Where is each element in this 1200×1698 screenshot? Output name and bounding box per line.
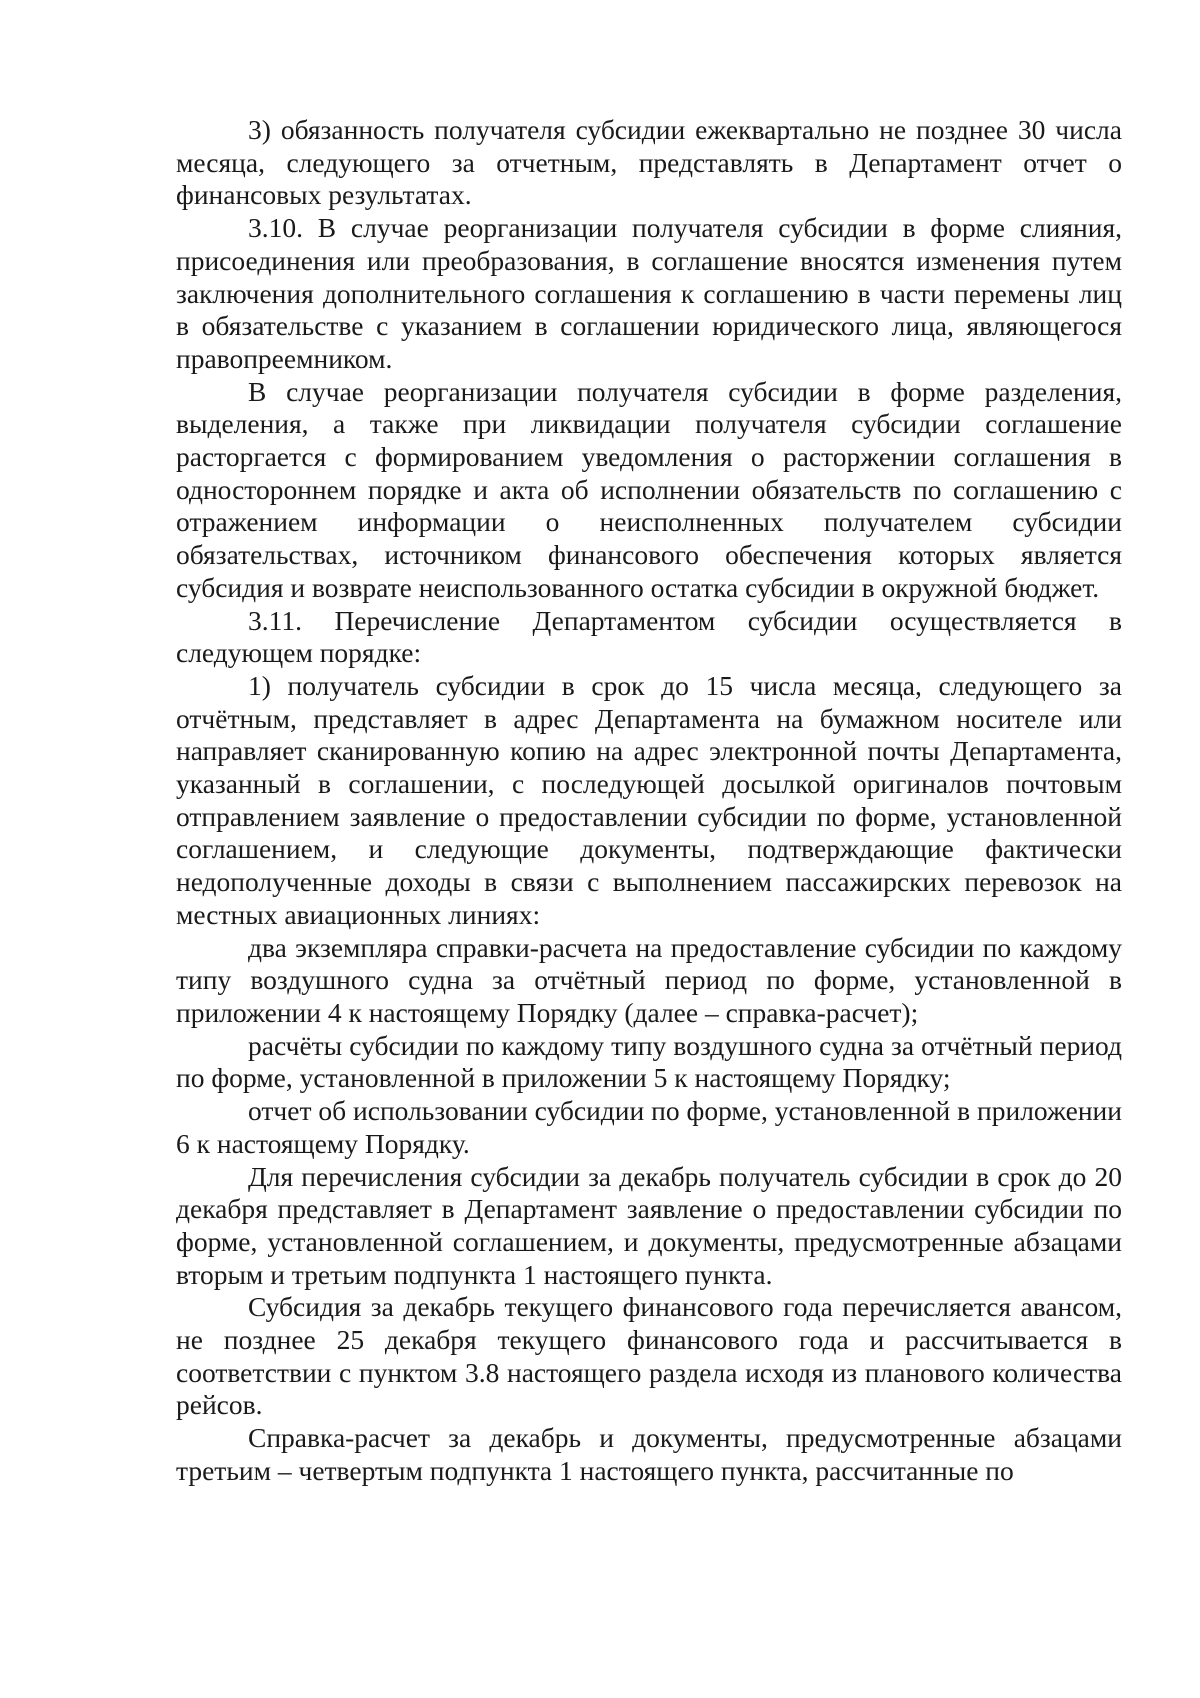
paragraph-december-advance: Субсидия за декабрь текущего финансового года перечисляется авансом, не позднее 25 декабря текущего финансового года и рассчитывается в соответствии с пунктом 3.8 настоящего раздела исходя из планового количества рейсов. xyxy=(176,1291,1122,1421)
paragraph-december-transfer: Для перечисления субсидии за декабрь получатель субсидии в срок до 20 декабря представляет в Департамент заявление о предоставлении субсидии по форме, установленной соглашением, и документы, предусмотренные абзацами вторым и третьим подпункта 1 настоящего пункта. xyxy=(176,1160,1122,1290)
paragraph-reorganization-division: В случае реорганизации получателя субсидии в форме разделения, выделения, а также при ликвидации получателя субсидии соглашение расторгается с формированием уведомления о расторжении соглашения в одностороннем порядке и акта об исполнении обязательств по соглашению с отражением информации о неисполненных получателем субсидии обязательствах, источником финансового обеспечения которых является субсидия и возврате неиспользованного остатка субсидии в окружной бюджет. xyxy=(176,375,1122,603)
paragraph-usage-report: отчет об использовании субсидии по форме, установленной в приложении 6 к настоящему Порядку. xyxy=(176,1095,1122,1159)
paragraph-subsidy-calculations: расчёты субсидии по каждому типу воздушного судна за отчётный период по форме, установленной в приложении 5 к настоящему Порядку; xyxy=(176,1029,1122,1094)
paragraph-3-10-reorganization-merger: 3.10. В случае реорганизации получателя субсидии в форме слияния, присоединения или преобразования, в соглашение вносятся изменения путем заключения дополнительного соглашения к соглашению в части перемены лиц в обязательстве с указанием в соглашении юридического лица, являющегося правопреемником. xyxy=(176,212,1122,374)
paragraph-3-obligation-report: 3) обязанность получателя субсидии ежеквартально не позднее 30 числа месяца, следующего за отчетным, представлять в Департамент отчет о финансовых результатах. xyxy=(176,114,1122,211)
paragraph-3-11-transfer-order: 3.11. Перечисление Департаментом субсидии осуществляется в следующем порядке: xyxy=(176,604,1122,669)
paragraph-reference-calculation: два экземпляра справки-расчета на предоставление субсидии по каждому типу воздушного судна за отчётный период по форме, установленной в приложении 4 к настоящему Порядку (далее – справка-расчет); xyxy=(176,931,1122,1028)
paragraph-1-application-submission: 1) получатель субсидии в срок до 15 числа месяца, следующего за отчётным, представляет в адрес Департамента на бумажном носителе или направляет сканированную копию на адрес электронной почты Департамента, указанный в соглашении, с последующей досылкой оригиналов почтовым отправлением заявление о предоставлении субсидии по форме, установленной соглашением, и следующие документы, подтверждающие фактически недополученные доходы в связи с выполнением пассажирских перевозок на местных авиационных линиях: xyxy=(176,669,1122,930)
document-body xyxy=(176,114,1122,1488)
paragraph-december-reference: Справка-расчет за декабрь и документы, предусмотренные абзацами третьим – четвертым подпункта 1 настоящего пункта, рассчитанные по xyxy=(176,1422,1122,1486)
